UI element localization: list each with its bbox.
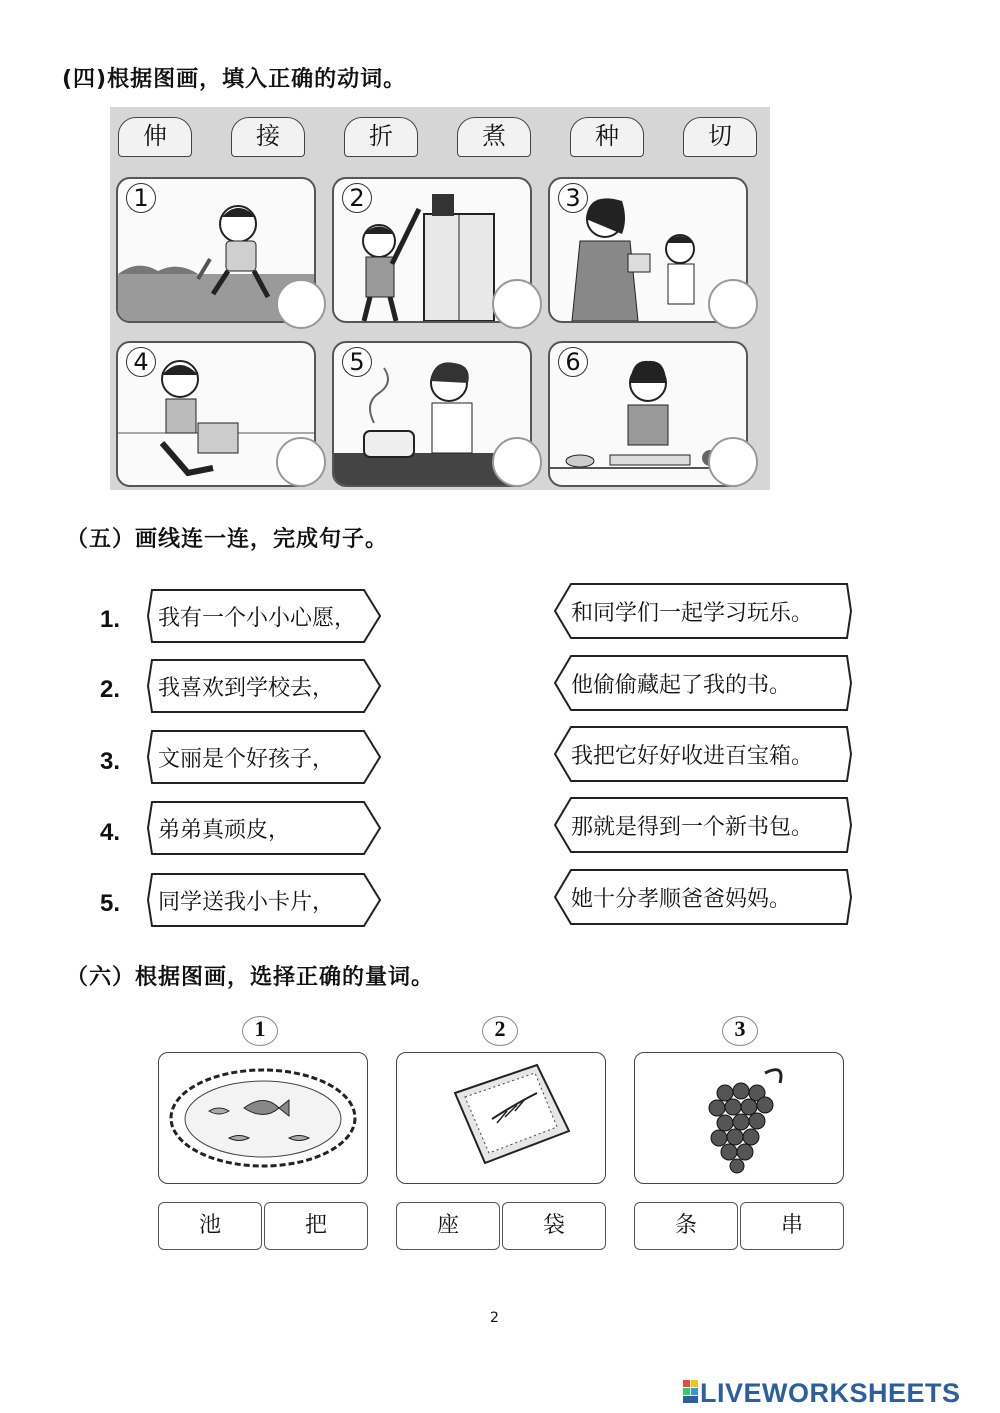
verb-picture-panel: [110, 107, 770, 490]
item-number-4: 4.: [100, 819, 121, 846]
left-phrase-5[interactable]: [146, 872, 382, 928]
right-phrase-text: 那就是得到一个新书包。: [571, 814, 814, 840]
left-phrase-3[interactable]: [146, 729, 382, 785]
bag-option-1[interactable]: 座: [396, 1202, 500, 1250]
picture-number-bag: 2: [480, 1010, 520, 1050]
answer-circle-2[interactable]: [492, 279, 542, 329]
picture-number-1: 1: [126, 183, 156, 213]
left-phrase-text: 我有一个小小心愿，: [158, 605, 357, 631]
left-phrase-1[interactable]: [146, 588, 382, 644]
word-option-2[interactable]: 接: [231, 117, 305, 157]
picture-number-6: 6: [558, 347, 588, 377]
right-phrase-2[interactable]: [553, 654, 853, 712]
item-number-1: 1.: [100, 606, 121, 633]
right-phrase-5[interactable]: [553, 868, 853, 926]
picture-number-4: 4: [126, 347, 156, 377]
right-phrase-text: 我把它好好收进百宝箱。: [571, 743, 814, 769]
item-number-5: 5.: [100, 890, 121, 917]
answer-circle-3[interactable]: [708, 279, 758, 329]
section4-heading: (四)根据图画，填入正确的动词。: [62, 67, 407, 92]
left-phrase-text: 同学送我小卡片，: [158, 889, 335, 915]
picture-number-2: 2: [342, 183, 372, 213]
grapes-picture: [634, 1052, 844, 1184]
right-phrase-text: 和同学们一起学习玩乐。: [571, 600, 814, 626]
left-phrase-4[interactable]: [146, 800, 382, 856]
rice-bag-illustration: [397, 1053, 605, 1183]
grapes-illustration: [635, 1053, 843, 1183]
brand-name[interactable]: LIVEWORKSHEETS: [700, 1378, 961, 1408]
right-phrase-text: 她十分孝顺爸爸妈妈。: [571, 886, 792, 912]
right-phrase-3[interactable]: [553, 725, 853, 783]
left-phrase-text: 弟弟真顽皮，: [158, 817, 291, 843]
brand-logo-icon: [683, 1380, 699, 1404]
right-phrase-4[interactable]: [553, 796, 853, 854]
pond-option-2[interactable]: 把: [264, 1202, 368, 1250]
picture-number-pond: 1: [240, 1010, 280, 1050]
answer-circle-4[interactable]: [276, 437, 326, 487]
pond-picture: [158, 1052, 368, 1184]
picture-number-3: 3: [558, 183, 588, 213]
answer-circle-1[interactable]: [276, 279, 326, 329]
item-number-2: 2.: [100, 676, 121, 703]
right-phrase-1[interactable]: [553, 582, 853, 640]
word-option-6[interactable]: 切: [683, 117, 757, 157]
picture-number-5: 5: [342, 347, 372, 377]
grapes-option-2[interactable]: 串: [740, 1202, 844, 1250]
answer-circle-6[interactable]: [708, 437, 758, 487]
grapes-option-1[interactable]: 条: [634, 1202, 738, 1250]
bag-picture: [396, 1052, 606, 1184]
word-option-3[interactable]: 折: [344, 117, 418, 157]
section6-heading: （六）根据图画，选择正确的量词。: [66, 965, 435, 990]
bag-option-2[interactable]: 袋: [502, 1202, 606, 1250]
left-phrase-text: 我喜欢到学校去，: [158, 675, 335, 701]
word-option-5[interactable]: 种: [570, 117, 644, 157]
right-phrase-text: 他偷偷藏起了我的书。: [571, 672, 792, 698]
item-number-3: 3.: [100, 748, 121, 775]
left-phrase-2[interactable]: [146, 658, 382, 714]
picture-number-grapes: 3: [720, 1010, 760, 1050]
pond-option-1[interactable]: 池: [158, 1202, 262, 1250]
page-number: 2: [490, 1310, 499, 1326]
section5-heading: （五）画线连一连，完成句子。: [66, 527, 389, 552]
pond-illustration: [159, 1053, 367, 1183]
answer-circle-5[interactable]: [492, 437, 542, 487]
word-option-4[interactable]: 煮: [457, 117, 531, 157]
word-option-1[interactable]: 伸: [118, 117, 192, 157]
left-phrase-text: 文丽是个好孩子，: [158, 746, 335, 772]
